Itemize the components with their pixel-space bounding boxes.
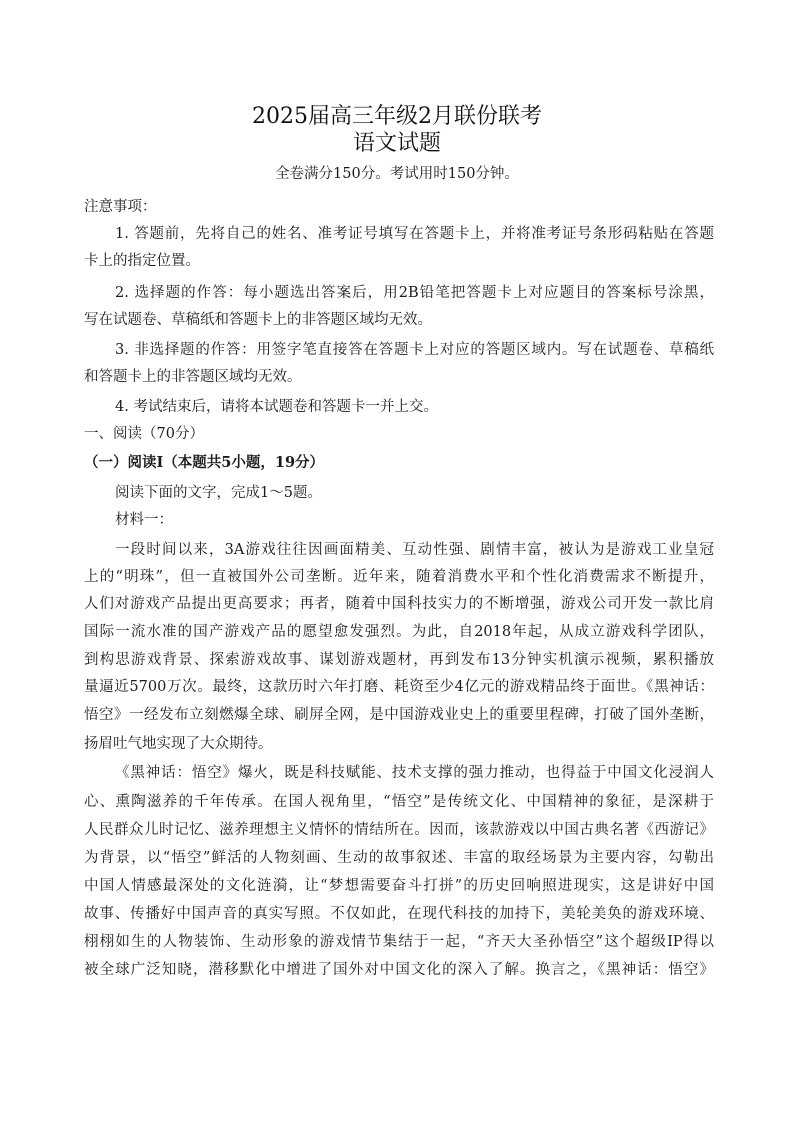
- passage-line: 中国人情感最深处的文化涟漪，让“梦想需要奋斗打拼”的历史回响照进现实，这是讲好中国: [84, 878, 714, 894]
- passage-line: 栩栩如生的人物装饰、生动形象的游戏情节集结于一起，“齐天大圣孙悟空”这个超级IP得以: [84, 934, 714, 950]
- reading-instruction: 阅读下面的文字，完成1～5题。: [115, 485, 322, 501]
- notice-line: 1. 答题前，先将自己的姓名、准考证号填写在答题卡上，并将准考证号条形码粘贴在答题: [115, 226, 714, 242]
- notice-line: 4. 考试结束后，请将本试题卷和答题卡一并上交。: [115, 399, 438, 415]
- passage-line: 国际一流水准的国产游戏产品的愿望愈发强烈。为此，自2018年起，从成立游戏科学团队，: [84, 624, 714, 640]
- material-label: 材料一：: [115, 512, 173, 528]
- section-heading: 一、阅读（70分）: [84, 426, 204, 442]
- passage-line: 《黑神话：悟空》爆火，既是科技赋能、技术支撑的强力推动，也得益于中国文化浸润人: [115, 765, 714, 781]
- passage-line: 心、熏陶滋养的千年传承。在国人视角里，“悟空”是传统文化、中国精神的象征，是深耕于: [84, 794, 714, 810]
- notice-label: 注意事项：: [84, 199, 157, 215]
- passage-line: 上的“明珠”，但一直被国外公司垄断。近年来，随着消费水平和个性化消费需求不断提升，: [84, 569, 714, 585]
- passage-line: 悟空》一经发布立刻燃爆全球、刷屏全网，是中国游戏业史上的重要里程碑，打破了国外垄断，: [84, 707, 714, 723]
- notice-line: 3. 非选择题的作答：用签字笔直接答在答题卡上对应的答题区域内。写在试题卷、草稿纸: [115, 342, 714, 358]
- passage-line: 被全球广泛知晓，潜移默化中增进了国外对中国文化的深入了解。换言之，《黑神话：悟空》: [84, 962, 714, 978]
- passage-line: 故事、传播好中国声音的真实写照。不仅如此，在现代科技的加持下，美轮美奂的游戏环境、: [84, 906, 714, 922]
- notice-line: 卡上的指定位置。: [84, 253, 200, 269]
- subsection-heading: （一）阅读Ⅰ（本题共5小题，19分）: [84, 454, 325, 471]
- exam-subject-title: 语文试题: [352, 131, 441, 156]
- passage-line: 扬眉吐气地实现了大众期待。: [84, 736, 273, 752]
- notice-line: 2. 选择题的作答：每小题选出答案后，用2B铅笔把答题卡上对应题目的答案标号涂黑，: [115, 285, 714, 301]
- passage-line: 到构思游戏背景、探索游戏故事、谋划游戏题材，再到发布13分钟实机演示视频，累积播放: [84, 652, 714, 668]
- passage-line: 人民群众儿时记忆、滋养理想主义情怀的情结所在。因而，该款游戏以中国古典名著《西游记》: [84, 822, 714, 838]
- passage-line: 一段时间以来，3A游戏往往因画面精美、互动性强、剧情丰富，被认为是游戏工业皇冠: [115, 542, 714, 558]
- passage-line: 为背景，以“悟空”鲜活的人物刻画、生动的故事叙述、丰富的取经场景为主要内容，勾勒出: [84, 850, 714, 866]
- notice-line: 和答题卡上的非答题区域均无效。: [84, 369, 302, 385]
- notice-line: 写在试题卷、草稿纸和答题卡上的非答题区域均无效。: [84, 312, 432, 328]
- passage-line: 人们对游戏产品提出更高要求；再者，随着中国科技实力的不断增强，游戏公司开发一款比肩: [84, 596, 714, 612]
- passage-line: 量逼近5700万次。最终，这款历时六年打磨、耗资至少4亿元的游戏精品终于面世。《黑神话：: [84, 679, 714, 695]
- exam-title: 2025届高三年级2月联份联考: [252, 104, 542, 129]
- exam-score-time: 全卷满分150分。考试用时150分钟。: [275, 166, 519, 182]
